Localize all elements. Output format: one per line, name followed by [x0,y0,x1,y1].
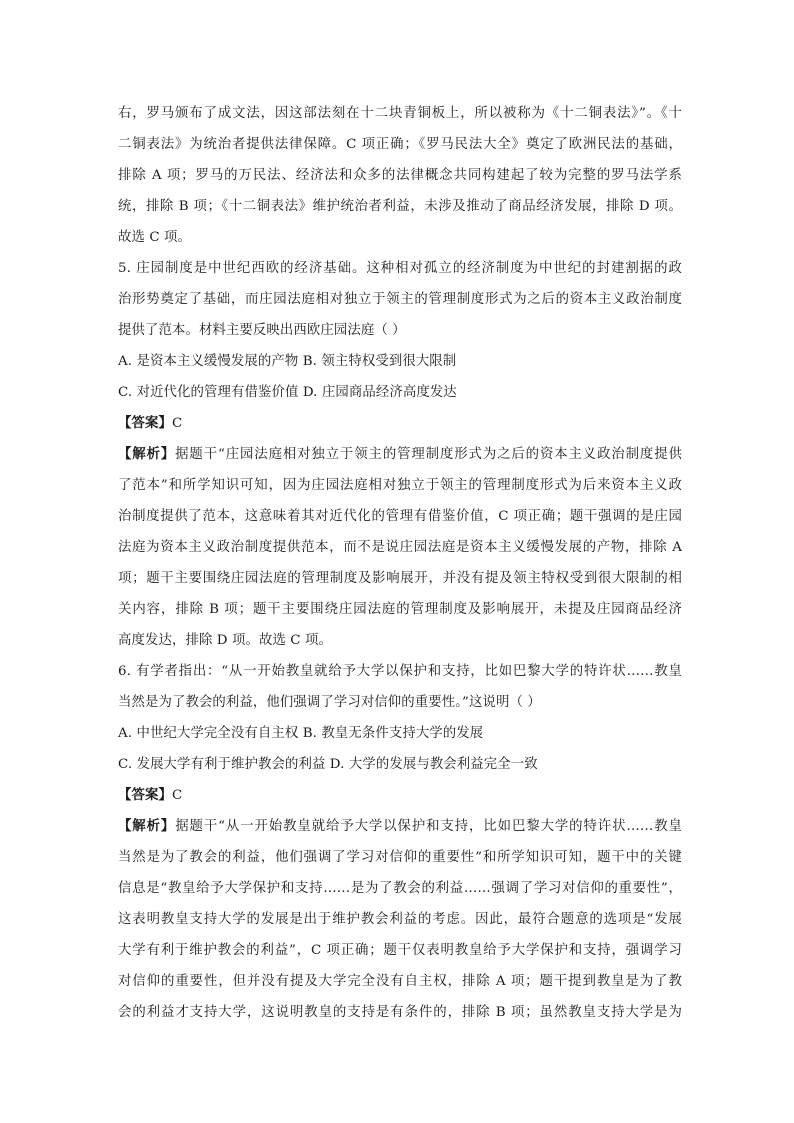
question-stem-line: 当然是为了教会的利益，他们强调了学习对信仰的重要性。”这说明（ ） [118,695,541,710]
question-stem-line: 治形势奠定了基础，而庄园法庭相对独立于领主的管理制度形式为之后的资本主义政治制度 [118,292,682,307]
answer-tag: 【答案】 [118,415,172,431]
question-5 [118,253,682,656]
option-line: A. 是资本主义缓慢发展的产物 B. 领主特权受到很大限制 [118,354,457,369]
analysis-line [118,811,682,842]
answer-value: C [171,788,183,803]
answer-value: C [171,416,183,431]
answer-line [118,408,682,439]
answer-line [118,780,682,811]
analysis-line: 这表明教皇支持大学的发展是出于维护教会利益的考虑。因此，最符合题意的选项是“发展 [118,912,682,927]
answer-tag: 【答案】 [118,787,172,803]
text-line: 统，排除 B 项；《十二铜表法》维护统治者利益，未涉及推动了商品经济发展，排除 D 项。 [118,199,682,214]
text-line: 二铜表法》为统治者提供法律保障。C 项正确；《罗马民法大全》奠定了欧洲民法的基础， [118,137,682,152]
question-stem-line: 提供了范本。材料主要反映出西欧庄园法庭（ ） [118,323,406,338]
analysis-line: 项；题干主要围绕庄园法庭的管理制度及影响展开，并没有提及领主特权受到很大限制的相 [118,571,682,586]
analysis-tag: 【解析】 [118,446,176,462]
analysis-line: 高度发达，排除 D 项。故选 C 项。 [118,633,332,648]
analysis-line: 信息是“教皇给予大学保护和支持……是为了教会的利益……强调了学习对信仰的重要性”， [118,881,682,896]
analysis-line: 了范本”和所学知识可知，因为庄园法庭相对独立于领主的管理制度形式为后来资本主义政 [118,478,682,493]
analysis-line: 当然是为了教会的利益，他们强调了学习对信仰的重要性”和所学知识可知，题干中的关键 [118,850,682,865]
analysis-text: 据题干“从一开始教皇就给予大学以保护和支持，比如巴黎大学的特许状……教皇 [175,819,682,834]
question-stem-line: 6. 有学者指出：“从一开始教皇就给予大学以保护和支持，比如巴黎大学的特许状……教皇 [118,664,682,679]
analysis-line: 关内容，排除 B 项；题干主要围绕庄园法庭的管理制度及影响展开，未提及庄园商品经济 [118,602,682,617]
option-line: A. 中世纪大学完全没有自主权 B. 教皇无条件支持大学的发展 [118,726,484,741]
analysis-line: 法庭为资本主义政治制度提供范本，而不是说庄园法庭是资本主义缓慢发展的产物，排除 A [118,540,682,555]
text-line: 故选 C 项。 [118,230,192,245]
text-line: 排除 A 项；罗马的万民法、经济法和众多的法律概念共同构建起了较为完整的罗马法学系 [118,168,682,183]
analysis-line: 治制度提供了范本，这意味着其对近代化的管理有借鉴价值，C 项正确；题干强调的是庄园 [118,509,682,524]
option-line: C. 发展大学有利于维护教会的利益 D. 大学的发展与教会利益完全一致 [118,757,538,772]
q4-analysis-tail [118,98,682,253]
analysis-line: 对信仰的重要性，但并没有提及大学完全没有自主权，排除 A 项；题干提到教皇是为了教 [118,974,682,989]
analysis-line [118,439,682,470]
question-6 [118,656,682,1028]
option-line: C. 对近代化的管理有借鉴价值 D. 庄园商品经济高度发达 [118,385,457,400]
question-stem-line: 5. 庄园制度是中世纪西欧的经济基础。这种相对孤立的经济制度为中世纪的封建割据的政 [118,261,682,276]
analysis-tag: 【解析】 [118,818,176,834]
analysis-text: 据题干“庄园法庭相对独立于领主的管理制度形式为之后的资本主义政治制度提供 [175,447,682,462]
text-line: 右，罗马颁布了成文法，因这部法刻在十二块青铜板上，所以被称为《十二铜表法》”。《十 [118,106,682,121]
analysis-line: 会的利益才支持大学，这说明教皇的支持是有条件的，排除 B 项；虽然教皇支持大学是为 [118,1005,682,1020]
document-page [118,98,682,1028]
analysis-line: 大学有利于维护教会的利益”，C 项正确；题干仅表明教皇给予大学保护和支持，强调学习 [118,943,682,958]
